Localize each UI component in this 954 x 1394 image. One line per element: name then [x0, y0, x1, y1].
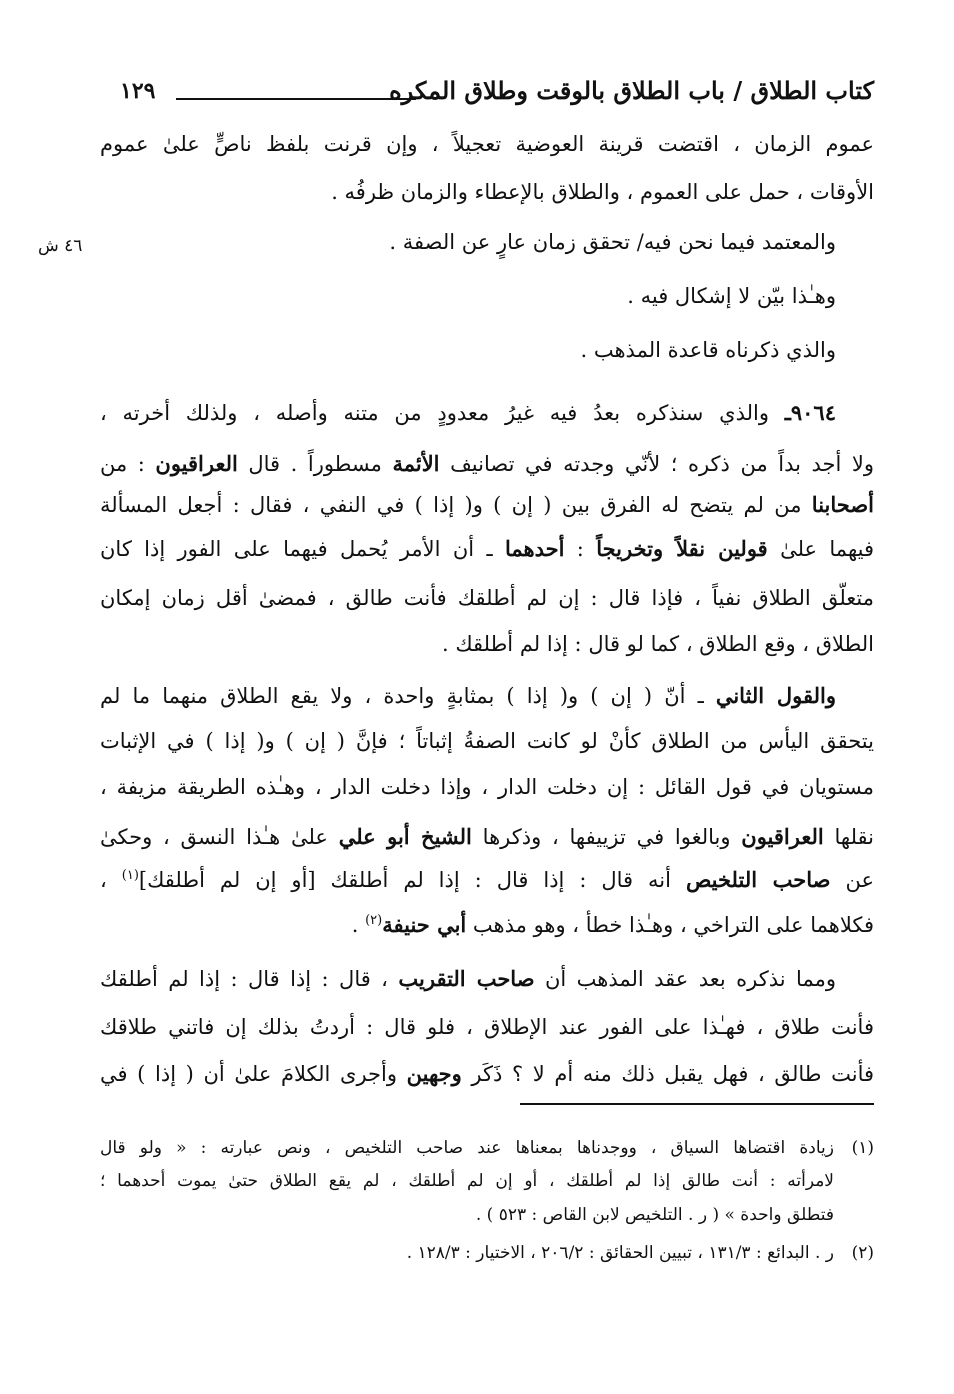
- footnote-number: (٢): [851, 1243, 874, 1263]
- header-rule: [176, 98, 416, 100]
- footnote-2: (٢)ر . البدائع : ١٣١/٣ ، تبيين الحقائق : ٢٠٦/٢ ، الاختيار : ١٢٨/٣ .: [406, 1243, 874, 1263]
- text-line: متعلّق الطلاق نفياً ، فإذا قال : إن لم أطلقك فأنت طالق ، فمضىٰ أقل زمان إمكان: [100, 586, 874, 610]
- text-line: مستويان في قول القائل : إن دخلت الدار ، وإذا دخلت الدار ، وهـٰذه الطريقة مزيفة ،: [100, 775, 874, 799]
- footnote-ref-2[interactable]: (٢): [365, 913, 383, 928]
- running-header: [100, 76, 874, 116]
- text-line: أصحابنا من لم يتضح له الفرق بين ( إن ) و( إذا ) في النفي ، فقال : أجعل المسألة: [100, 492, 874, 517]
- text-line: ومما نذكره بعد عقد المذهب أن صاحب التقريب ، قال : إذا قال : إذا لم أطلقك: [100, 966, 836, 991]
- text-line: عن صاحب التلخيص أنه قال : إذا قال : إذا لم أطلقك [أو إن لم أطلقك]$^{(١)}$ ،: [100, 867, 874, 892]
- text-line: الأوقات ، حمل على العموم ، والطلاق بالإعطاء والزمان ظرفُه .: [331, 180, 874, 204]
- footnote-ref-1[interactable]: (١): [121, 868, 139, 883]
- footnote-line: لامرأته : أنت طالق إذا لم أطلقك ، أو إن لم أطلقك ، لم يقع الطلاق حتىٰ يموت أحدهما ؛: [100, 1171, 834, 1191]
- text-line: والقول الثاني ـ أنّ ( إن ) و( إذا ) بمثابةٍ واحدة ، ولا يقع الطلاق منهما ما لم: [100, 683, 836, 708]
- text-line: فيهما علىٰ قولين نقلاً وتخريجاً : أحدهما ـ أن الأمر يُحمل فيهما على الفور إذا كان: [100, 536, 875, 561]
- page-number: ١٢٩: [120, 78, 156, 104]
- text-line: نقلها العراقيون وبالغوا في تزييفها ، وذكرها الشيخ أبو علي علىٰ هـٰذا النسق ، وحكىٰ: [100, 824, 874, 849]
- text-line: عموم الزمان ، اقتضت قرينة العوضية تعجيلاً ، وإن قرنت بلفظ ناصٍّ علىٰ عموم: [100, 132, 874, 156]
- text-line: فكلاهما على التراخي ، وهـٰذا خطأ ، وهو مذهب أبي حنيفة$^{(٢)}$ .: [351, 912, 874, 937]
- text-line: يتحقق اليأس من الطلاق كأنْ لو كانت الصفةُ إثباتاً ؛ فإنَّ ( إن ) و( إذا ) في الإثبات: [100, 729, 874, 753]
- margin-folio-note: ٤٦ ش: [38, 236, 83, 256]
- footnote-line: فتطلق واحدة » ( ر . التلخيص لابن القاص : ٥٢٣ ) .: [475, 1205, 834, 1225]
- footnote-number: (١): [851, 1138, 874, 1158]
- section-number: ٩٠٦٤ـ: [784, 400, 836, 425]
- text-line: الطلاق ، وقع الطلاق ، كما لو قال : إذا لم أطلقك .: [441, 632, 874, 656]
- footnote-separator: [520, 1103, 874, 1105]
- text-line: فأنت طلاق ، فهـٰذا على الفور عند الإطلاق ، فلو قال : أردتُ بذلك إن فاتني طلاقك: [100, 1015, 874, 1039]
- text-line: والمعتمد فيما نحن فيه/ تحقق زمان عارٍ عن الصفة .: [389, 230, 836, 254]
- text-line: فأنت طالق ، فهل يقبل ذلك منه أم لا ؟ ذَكَر وجهين وأجرى الكلامَ علىٰ أن ( إذا ) في: [100, 1061, 875, 1086]
- running-header-title: كتاب الطلاق / باب الطلاق بالوقت وطلاق المكره: [389, 76, 874, 105]
- footnote-1: (١)زيادة اقتضاها السياق ، ووجدناها بمعناها عند صاحب التلخيص ، ونص عبارته : « ولو قال: [100, 1138, 874, 1158]
- text-line: وهـٰذا بيّن لا إشكال فيه .: [627, 284, 836, 308]
- text-line: والذي ذكرناه قاعدة المذهب .: [580, 338, 836, 362]
- text-line: ولا أجد بداً من ذكره ؛ لأنّي وجدته في تصانيف الأئمة مسطوراً . قال العراقيون : من: [100, 451, 874, 476]
- section-9064-line: ٩٠٦٤ـ والذي سنذكره بعدُ فيه غيرُ معدودٍ من متنه وأصله ، ولذلك أخرته ،: [100, 400, 836, 425]
